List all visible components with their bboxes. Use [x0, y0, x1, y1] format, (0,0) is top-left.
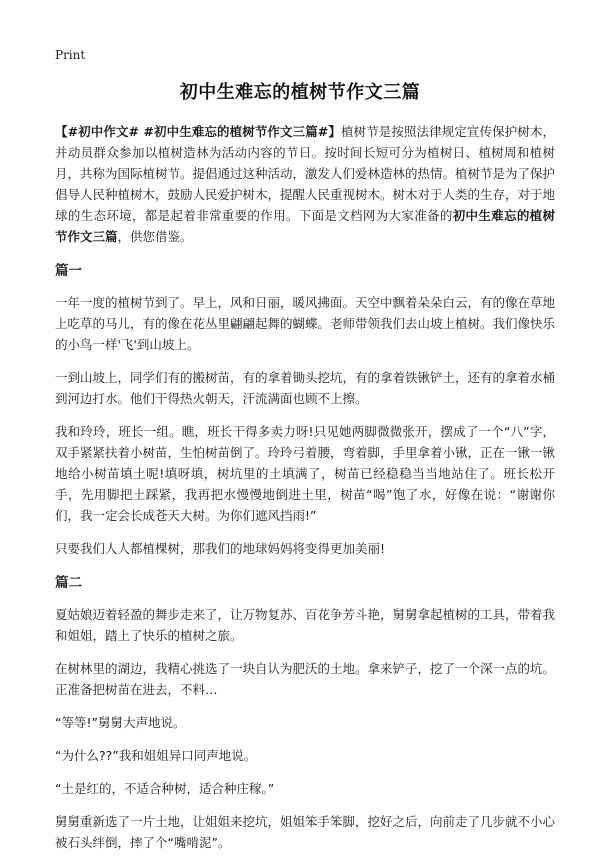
paragraph: “土是红的，不适合种树，适合种庄稼。”	[55, 781, 275, 796]
paragraph: 只要我们人人都植棵树，那我们的地球妈妈将变得更加美丽!	[55, 541, 386, 556]
paragraph: 夏姑娘迈着轻盈的舞步走来了，让万物复苏、百花争芳斗艳，舅舅拿起植树的工具，带着我和姐姐，踏上了快乐的植树之旅。	[55, 607, 556, 643]
article-body	[55, 121, 555, 865]
intro-tag: 【#初中作文# #初中生难忘的植树节作文三篇#】	[55, 124, 341, 139]
intro-text: 植树节是按照法律规定宣传保护树木，并动员群众参加以植树造林为活动内容的节日。按时间长短可分为植树日、植树周和植树月，共称为国际植树节。提倡通过这种活动，激发人们爱林造林的热情。植树节是为了保护倡导人民种植树木，鼓励人民爱护树木，提醒人民重视树木。树木对于人类的生存，对于地球的生态环境，都是起着非常重要的作用。下面是文档网为大家准备的	[55, 124, 556, 223]
intro-text-end: ，供您借鉴。	[117, 229, 193, 244]
section-heading-2: 篇二	[55, 575, 82, 591]
paragraph: “为什么??”我和姐姐异口同声地说。	[55, 748, 257, 763]
paragraph: 我和玲玲，班长一组。瞧，班长干得多卖力呀!只见她两脚微微张开，摆成了一个“八”字，双手紧紧扶着小树苗，生怕树苗倒了。玲玲弓着腰，弯着脚，手里拿着小锹，正在一锹一锹地给小树苗填土呢!填呀填，树坑里的土填满了，树苗已经稳稳当当地站住了。班长松开手，先用脚把土踩紧，我再把水慢慢地倒进土里，树苗“喝”饱了水，好像在说：“谢谢你们，我一定会长成苍天大树。为你们遮风挡雨!”	[55, 424, 556, 523]
page-title: 初中生难忘的植树节作文三篇	[179, 82, 421, 103]
paragraph: “等等!”舅舅大声地说。	[55, 715, 186, 730]
paragraph: 在树林里的湖边，我精心挑选了一块自认为肥沃的土地。拿来铲子，挖了一个深一点的坑。正准备把树苗在进去，不料…	[55, 661, 556, 697]
intro-bold-title: 初中生难忘的植树节作文三篇	[55, 208, 555, 244]
paragraph: 一到山坡上，同学们有的搬树苗，有的拿着锄头挖坑，有的拿着铁锹铲土，还有的拿着水桶到河边打水。他们干得热火朝天，汗流满面也顾不上擦。	[55, 370, 556, 406]
paragraph: 舅舅重新选了一片土地，让姐姐来挖坑，姐姐笨手笨脚，挖好之后，向前走了几步就不小心被石头绊倒，摔了个“嘴啃泥”。	[55, 814, 556, 850]
print-link[interactable]: Print	[55, 48, 86, 62]
paragraph: 一年一度的植树节到了。早上，风和日丽，暖风拂面。天空中飘着朵朵白云，有的像在草地上吃草的马儿，有的像在花丛里翩翩起舞的蝴蝶。老师带领我们去山坡上植树。我们像快乐的小鸟一样'飞'到山坡上。	[55, 295, 556, 352]
intro-paragraph	[55, 121, 555, 247]
section-heading-1: 篇一	[55, 263, 82, 279]
